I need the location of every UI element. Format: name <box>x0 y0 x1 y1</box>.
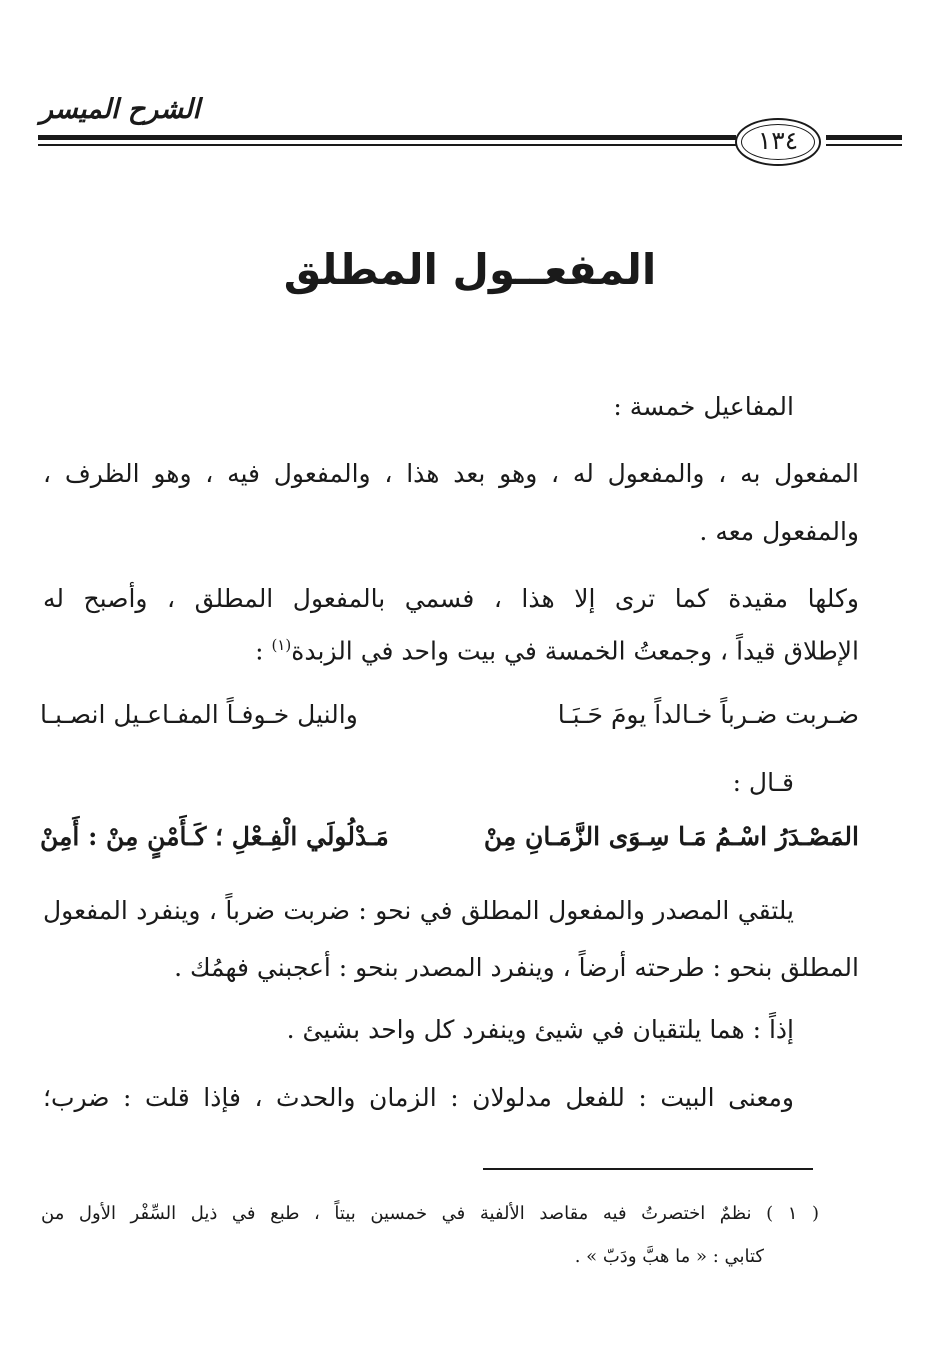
header-rule-thin-right <box>826 144 902 146</box>
header-rule-thick-right <box>826 135 902 140</box>
paragraph-1-line-1: المفعول به ، والمفعول له ، وهو بعد هذا ، والمفعول فيه ، وهو الظرف ، <box>43 459 859 488</box>
paragraph-2-line-1: وكلها مقيدة كما ترى إلا هذا ، فسمي بالمفعول المطلق ، وأصبح له <box>43 584 859 613</box>
paragraph-3-line-2: المطلق بنحو : طرحته أرضاً ، وينفرد المصدر بنحو : أعجبني فهمُك . <box>174 953 859 982</box>
paragraph-2-line-2 <box>255 636 859 665</box>
verse-2-hemistich-2: مَـدْلُولَي الْفِـعْلِ ؛ كَـأَمْنٍ مِنْ : أَمِنْ <box>40 822 389 851</box>
paragraph-5: ومعنى البيت : للفعل مدلولان : الزمان والحدث ، فإذا قلت : ضرب؛ <box>43 1083 794 1112</box>
verse-1-hemistich-2: والنيل خـوفـاً المفـاعـيل انصـبـا <box>40 700 358 729</box>
footnote-line-2: كتابي : « ما هبَّ ودَبّ » . <box>574 1246 764 1267</box>
paragraph-3-line-1: يلتقي المصدر والمفعول المطلق في نحو : ضربت ضرباً ، وينفرد المفعول <box>43 896 794 925</box>
verse-1-hemistich-1: ضـربت ضـرباً خـالداً يومَ حَـبَـا <box>557 700 859 729</box>
page-number: ١٣٤ <box>757 126 799 155</box>
qal-line: قـال : <box>732 768 794 797</box>
footnote-rule <box>483 1168 813 1170</box>
running-header-title: الشرح الميسر <box>40 94 201 125</box>
paragraph-2-line-2-text: الإطلاق قيداً ، وجمعتُ الخمسة في بيت واحد في الزبدة <box>291 636 859 666</box>
page-number-badge <box>735 118 821 166</box>
chapter-title: المفعــول المطلق <box>283 245 657 294</box>
verse-2-hemistich-1: المَصْـدَرُ اسْـمُ مَـا سِـوَى الزَّمَـانِ مِنْ <box>483 822 859 851</box>
footnote-line-1: ( ١ ) نظمٌ اختصرتُ فيه مقاصد الألفية في خمسين بيتاً ، طبع في ذيل السِّفْر الأول من <box>41 1203 819 1224</box>
intro-line: المفاعيل خمسة : <box>613 392 794 421</box>
paragraph-4: إذاً : هما يلتقيان في شيئ وينفرد كل واحد بشيئ . <box>286 1015 794 1044</box>
paragraph-1-line-2: والمفعول معه . <box>699 517 859 546</box>
header-rule-thin <box>38 144 736 146</box>
footnote-marker: (١) <box>271 636 292 654</box>
paragraph-2-line-2-end: : <box>255 636 272 666</box>
header-rule-thick <box>38 135 736 140</box>
